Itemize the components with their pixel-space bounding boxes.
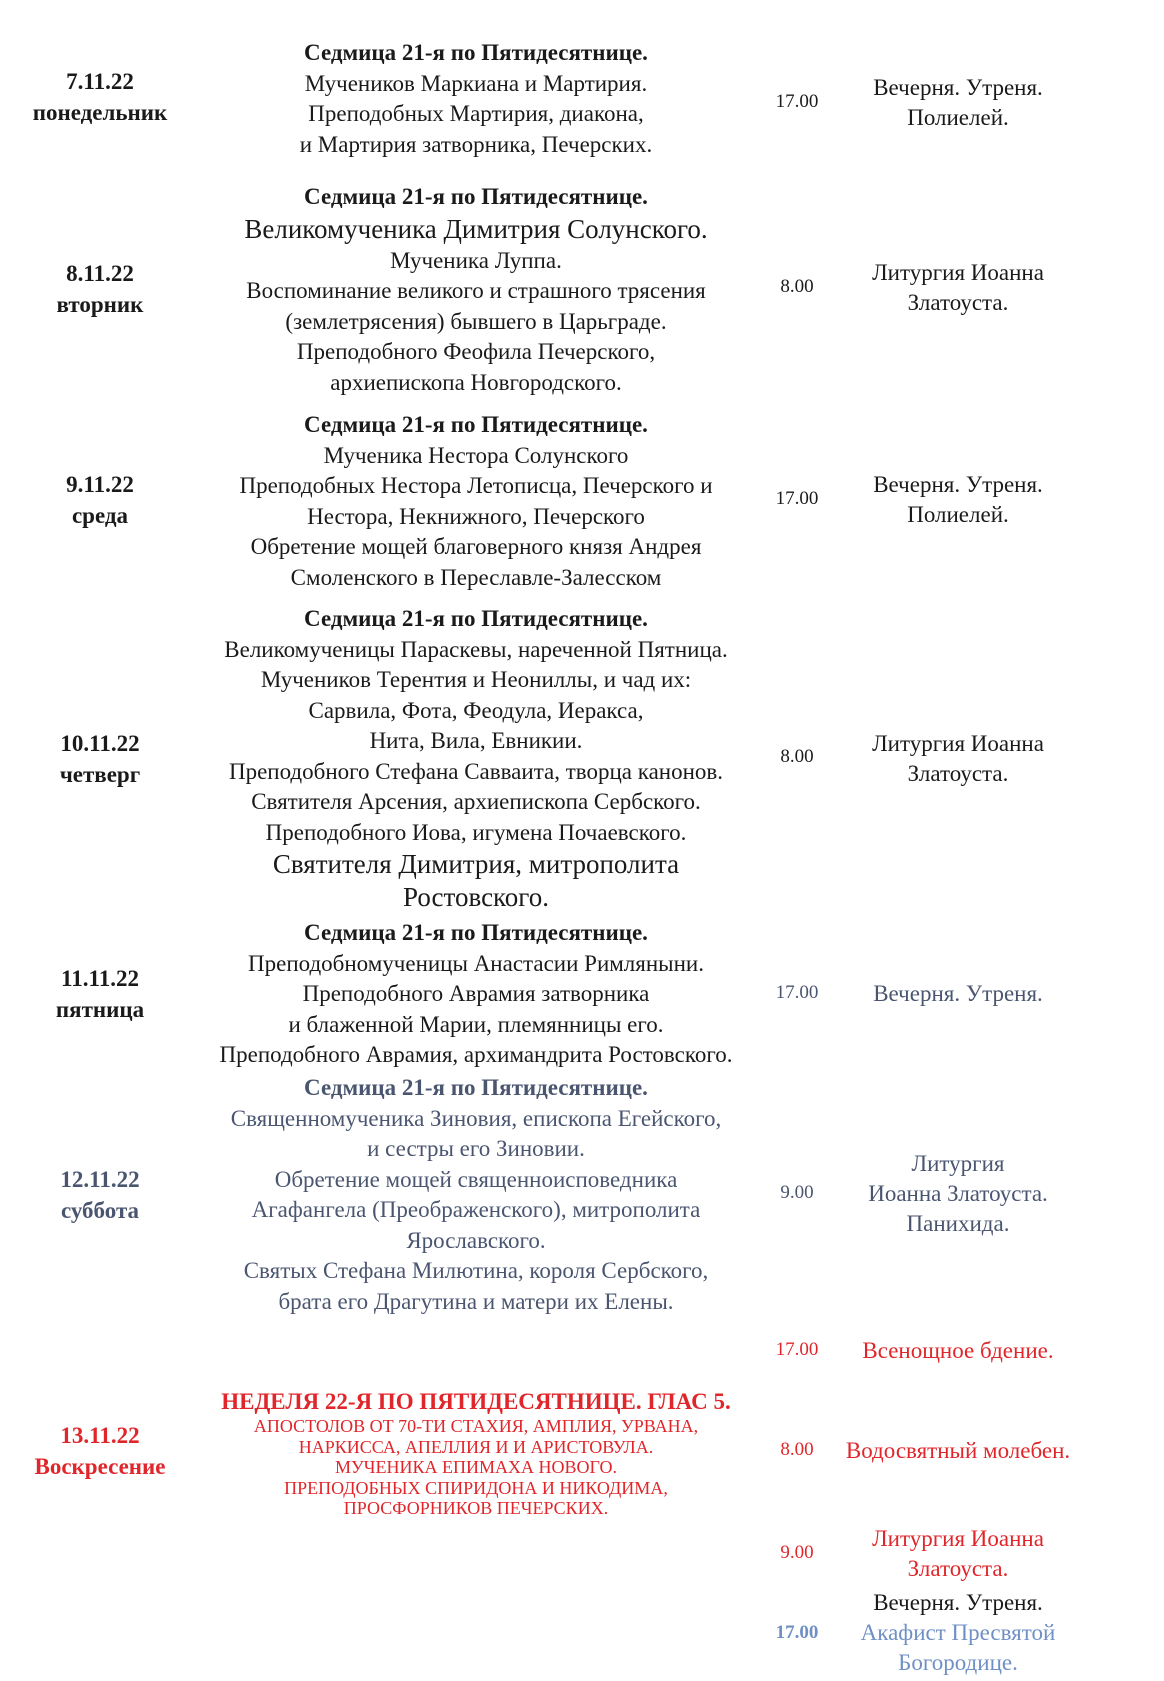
service-line: Вечерня. Утреня. — [873, 1590, 1043, 1615]
service-line: Вечерня. Утреня. — [873, 75, 1043, 100]
service-line: Акафист Пресвятой — [860, 1620, 1056, 1645]
date: 13.11.22 — [60, 1423, 140, 1448]
service-line: Полиелей. — [907, 105, 1009, 130]
saint-line: Мученика Луппа. — [390, 247, 562, 273]
week-heading: Седмица 21-я по Пятидесятнице. — [304, 606, 648, 631]
feast-line: Святителя Димитрия, митрополита — [272, 849, 680, 879]
service-name — [830, 1524, 1086, 1584]
week-heading: НЕДЕЛЯ 22-Я ПО ПЯТИДЕСЯТНИЦЕ. ГЛАС 5. — [221, 1389, 731, 1414]
saint-line: ПРОСФОРНИКОВ ПЕЧЕРСКИХ. — [343, 1498, 609, 1518]
service-name — [830, 979, 1086, 1009]
service-time: 17.00 — [775, 1339, 819, 1360]
saint-line: Обретение мощей благоверного князя Андрея — [250, 534, 702, 559]
service-time: 17.00 — [775, 91, 819, 112]
weekday: вторник — [56, 292, 144, 317]
saint-line: Преподобных Нестора Летописца, Печерского и — [239, 473, 713, 498]
saint-line: Великомученицы Параскевы, нареченной Пятница. — [224, 636, 728, 662]
saint-line: Нита, Вила, Евникии. — [369, 728, 583, 753]
saint-line: АПОСТОЛОВ ОТ 70-ТИ СТАХИЯ, АМПЛИЯ, УРВАНА, — [253, 1416, 699, 1436]
service-line: Всенощное бдение. — [862, 1338, 1054, 1363]
service-name — [830, 729, 1086, 789]
feast-line: Ростовского. — [403, 882, 549, 912]
saint-line: Мученика Нестора Солунского — [323, 442, 629, 468]
date: 7.11.22 — [66, 69, 134, 94]
commemorations — [170, 918, 782, 1071]
weekday: среда — [71, 503, 129, 528]
saint-line: Преподобномученицы Анастасии Римляныни. — [248, 950, 704, 976]
saint-line: Нестора, Некнижного, Печерского — [307, 503, 645, 529]
weekday: Воскресение — [34, 1454, 166, 1479]
saint-line: Преподобного Аврамия затворника — [302, 981, 650, 1006]
saint-line: Ярославского. — [406, 1227, 546, 1253]
date: 11.11.22 — [61, 966, 139, 991]
service-name — [830, 1336, 1086, 1366]
saint-line: Преподобного Феофила Печерского, — [296, 339, 656, 364]
service-name — [830, 258, 1086, 318]
feast-line: Великомученика Димитрия Солунского. — [244, 213, 708, 244]
service-line: Златоуста. — [907, 761, 1009, 786]
service-line: Панихида. — [906, 1211, 1010, 1236]
service-line: Литургия Иоанна — [872, 260, 1044, 285]
saint-line: Преподобного Стефана Савваита, творца канонов. — [228, 758, 724, 784]
service-line: Водосвятный молебен. — [845, 1438, 1071, 1463]
saint-line: Преподобного Аврамия, архимандрита Ростовского. — [219, 1042, 733, 1067]
saint-line: Преподобного Иова, игумена Почаевского. — [265, 819, 687, 845]
date: 8.11.22 — [66, 261, 134, 286]
saint-line: Агафангела (Преображенского), митрополита — [251, 1197, 701, 1222]
service-name — [830, 1588, 1086, 1678]
service-name — [830, 73, 1086, 133]
weekday: понедельник — [32, 100, 168, 125]
service-time: 9.00 — [780, 1182, 814, 1203]
commemorations — [170, 1387, 782, 1519]
date: 9.11.22 — [66, 472, 134, 497]
saint-line: и Мартирия затворника, Печерских. — [299, 131, 653, 157]
service-line: Златоуста. — [907, 290, 1009, 315]
weekday: пятница — [55, 997, 145, 1022]
service-line: Вечерня. Утреня. — [873, 472, 1043, 497]
saint-line: НАРКИССА, АПЕЛЛИЯ И И АРИСТОВУЛА. — [298, 1436, 654, 1457]
saint-line: Смоленского в Переславле-Залесском — [290, 564, 662, 590]
saint-line: Святителя Арсения, архиепископа Сербского. — [251, 789, 701, 814]
week-heading: Седмица 21-я по Пятидесятнице. — [304, 1075, 648, 1100]
weekday: четверг — [59, 762, 141, 787]
saint-line: Воспоминание великого и страшного трясения — [246, 278, 706, 303]
service-time: 8.00 — [780, 1439, 814, 1460]
service-line: Златоуста. — [907, 1556, 1009, 1581]
weekday: суббота — [60, 1198, 140, 1223]
service-time: 8.00 — [780, 276, 814, 297]
saint-line: Обретение мощей священноисповедника — [274, 1166, 678, 1192]
service-name — [830, 1436, 1086, 1466]
commemorations — [170, 1073, 782, 1317]
saint-line: и сестры его Зиновии. — [367, 1136, 585, 1161]
saint-line: Сарвила, Фота, Феодула, Иеракса, — [308, 697, 644, 723]
saint-line: ПРЕПОДОБНЫХ СПИРИДОНА И НИКОДИМА, — [284, 1477, 668, 1498]
service-name — [830, 1149, 1086, 1239]
commemorations — [170, 182, 782, 398]
service-line: Литургия Иоанна — [872, 731, 1044, 756]
date: 12.11.22 — [60, 1167, 140, 1192]
commemorations — [170, 604, 782, 914]
service-name — [830, 470, 1086, 530]
service-time: 17.00 — [775, 488, 819, 509]
service-line: Полиелей. — [907, 502, 1009, 527]
saint-line: и блаженной Марии, племянницы его. — [288, 1011, 664, 1037]
saint-line: архиепископа Новгородского. — [330, 369, 622, 395]
service-time: 8.00 — [780, 746, 814, 767]
week-heading: Седмица 21-я по Пятидесятнице. — [304, 412, 648, 437]
saint-line: (землетрясения) бывшего в Царьграде. — [285, 308, 667, 334]
saint-line: МУЧЕНИКА ЕПИМАХА НОВОГО. — [335, 1457, 617, 1477]
service-line: Литургия Иоанна — [872, 1526, 1044, 1551]
week-heading: Седмица 21-я по Пятидесятнице. — [304, 40, 648, 65]
saint-line: Святых Стефана Милютина, короля Сербского, — [243, 1258, 709, 1283]
commemorations — [170, 410, 782, 593]
service-time: 17.00 — [775, 982, 819, 1003]
saint-line: Преподобных Мартирия, диакона, — [308, 101, 644, 126]
service-line: Вечерня. Утреня. — [873, 981, 1043, 1006]
week-heading: Седмица 21-я по Пятидесятнице. — [304, 920, 648, 945]
commemorations — [170, 38, 782, 160]
week-heading: Седмица 21-я по Пятидесятнице. — [304, 184, 648, 209]
saint-line: брата его Драгутина и матери их Елены. — [278, 1288, 674, 1314]
saint-line: Священномученика Зиновия, епископа Егейского, — [230, 1105, 722, 1131]
service-line: Иоанна Златоуста. — [868, 1181, 1048, 1206]
service-line: Богородице. — [898, 1650, 1018, 1675]
service-time: 9.00 — [780, 1542, 814, 1563]
saint-line: Мучеников Маркиана и Мартирия. — [304, 70, 648, 96]
service-line: Литургия — [911, 1151, 1005, 1176]
saint-line: Мучеников Терентия и Неониллы, и чад их: — [260, 667, 692, 692]
service-time: 17.00 — [775, 1622, 819, 1643]
date: 10.11.22 — [60, 731, 140, 756]
